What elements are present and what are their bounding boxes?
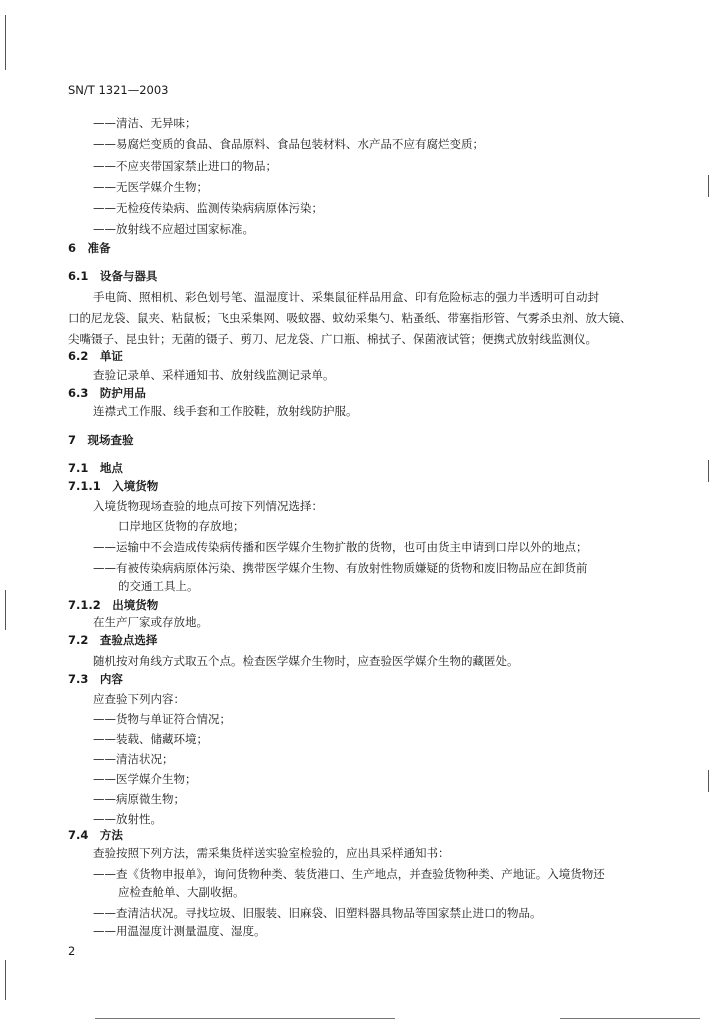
list-item: ——清洁、无异味； bbox=[93, 116, 197, 130]
paragraph-line: 口的尼龙袋、鼠夹、粘鼠板；飞虫采集网、吸蚊器、蚊幼采集勺、粘蚤纸、带塞指形管、气雾杀虫剂、放大镜、 bbox=[68, 311, 632, 325]
paragraph-line: 连襟式工作服、线手套和工作胶鞋，放射线防护服。 bbox=[93, 404, 358, 418]
subsection-heading: 7.4 方法 bbox=[68, 828, 123, 842]
list-item: ——无检疫传染病、监测传染病病原体污染； bbox=[93, 201, 323, 215]
left-edge-mark bbox=[5, 960, 6, 1000]
paragraph-line: 尖嘴镊子、昆虫针；无菌的镊子、剪刀、尼龙袋、广口瓶、棉拭子、保菌液试管；便携式放射线监测仪。 bbox=[68, 332, 597, 346]
list-item: ——用温湿度计测量温度、湿度。 bbox=[93, 924, 266, 938]
list-item: 应检查舱单、大副收据。 bbox=[118, 885, 245, 899]
list-item: ——放射性。 bbox=[93, 812, 162, 826]
paragraph-line: 入境货物现场查验的地点可按下列情况选择： bbox=[93, 499, 323, 513]
paragraph-line: 随机按对角线方式取五个点。检查医学媒介生物时，应查验医学媒介生物的藏匿处。 bbox=[93, 654, 519, 668]
page-number: 2 bbox=[68, 944, 76, 958]
doc-code-header: SN/T 1321—2003 bbox=[68, 83, 169, 97]
left-edge-mark bbox=[5, 590, 6, 630]
left-edge-mark bbox=[5, 15, 6, 70]
list-item: ——病原微生物； bbox=[93, 792, 185, 806]
right-edge-mark bbox=[708, 175, 709, 197]
right-edge-mark bbox=[708, 770, 709, 792]
list-item: ——医学媒介生物； bbox=[93, 772, 197, 786]
subsection-heading: 7.1 地点 bbox=[68, 461, 123, 475]
subsection-heading: 7.3 内容 bbox=[68, 672, 123, 686]
section-heading: 6 准备 bbox=[68, 241, 111, 255]
paragraph-line: 查验按照下列方法，需采集货样送实验室检验的，应出具采样通知书： bbox=[93, 846, 450, 860]
list-item: ——装载、储藏环境； bbox=[93, 732, 208, 746]
bottom-scan-line bbox=[95, 1018, 395, 1019]
subsection-heading: 7.1.1 入境货物 bbox=[68, 479, 159, 493]
bottom-scan-line bbox=[560, 1018, 700, 1019]
list-item: ——货物与单证符合情况； bbox=[93, 712, 231, 726]
list-item: 口岸地区货物的存放地； bbox=[118, 519, 245, 533]
subsection-heading: 7.2 查验点选择 bbox=[68, 633, 158, 647]
list-item: ——不应夹带国家禁止进口的物品； bbox=[93, 159, 277, 173]
subsection-heading: 6.2 单证 bbox=[68, 349, 123, 363]
list-item: 的交通工具上。 bbox=[118, 579, 199, 593]
list-item: ——有被传染病病原体污染、携带医学媒介生物、有放射性物质嫌疑的货物和废旧物品应在卸货前 bbox=[93, 561, 588, 575]
section-heading: 7 现场查验 bbox=[68, 433, 134, 447]
subsection-heading: 6.1 设备与器具 bbox=[68, 269, 158, 283]
list-item: ——易腐烂变质的食品、食品原料、食品包装材料、水产品不应有腐烂变质； bbox=[93, 137, 484, 151]
list-item: ——清洁状况； bbox=[93, 752, 174, 766]
paragraph-line: 手电筒、照相机、彩色划号笔、温湿度计、采集鼠征样品用盒、印有危险标志的强力半透明可自动封 bbox=[93, 290, 599, 304]
list-item: ——运输中不会造成传染病传播和医学媒介生物扩散的货物，也可由货主申请到口岸以外的地点； bbox=[93, 540, 588, 554]
paragraph-line: 查验记录单、采样通知书、放射线监测记录单。 bbox=[93, 368, 335, 382]
right-edge-mark bbox=[708, 460, 709, 482]
subsection-heading: 7.1.2 出境货物 bbox=[68, 598, 159, 612]
paragraph-line: 在生产厂家或存放地。 bbox=[93, 615, 208, 629]
subsection-heading: 6.3 防护用品 bbox=[68, 386, 146, 400]
list-item: ——查清洁状况。寻找垃圾、旧服装、旧麻袋、旧塑料器具物品等国家禁止进口的物品。 bbox=[93, 906, 542, 920]
paragraph-line: 应查验下列内容： bbox=[93, 692, 185, 706]
list-item: ——无医学媒介生物； bbox=[93, 180, 208, 194]
list-item: ——查《货物申报单》，询问货物种类、装货港口、生产地点，并查验货物种类、产地证。入境货物还 bbox=[93, 867, 605, 881]
list-item: ——放射线不应超过国家标准。 bbox=[93, 222, 254, 236]
